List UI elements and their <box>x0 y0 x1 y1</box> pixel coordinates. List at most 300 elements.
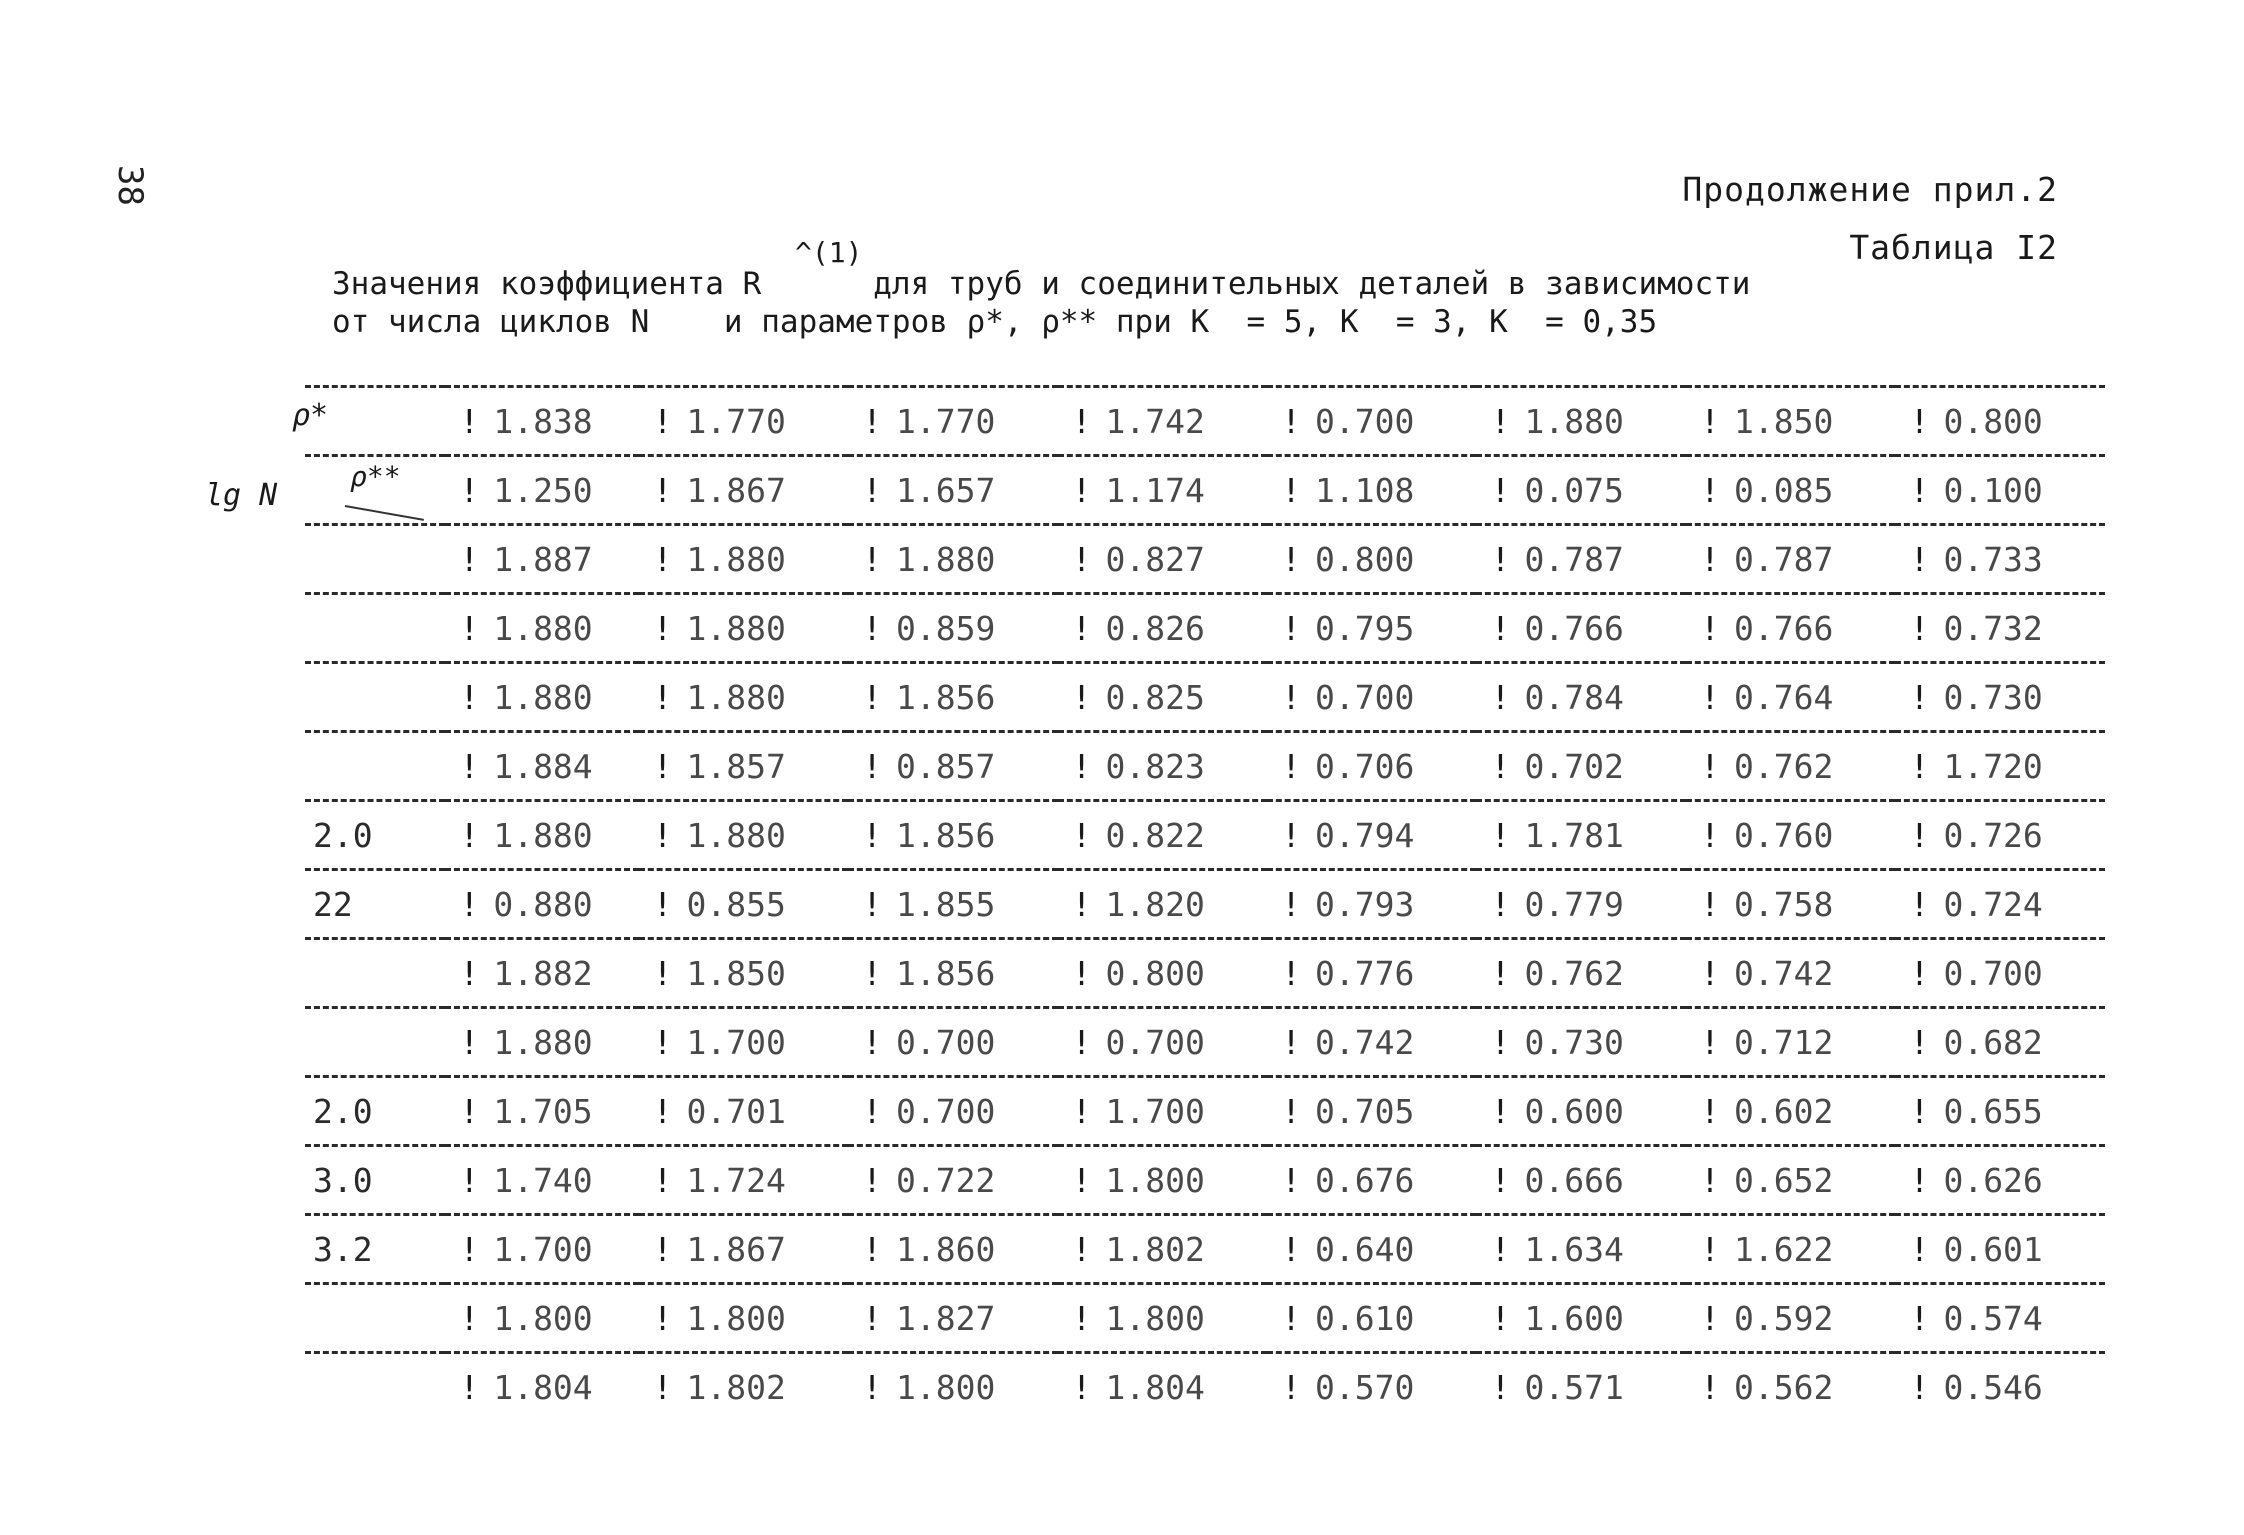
row-label <box>305 594 445 663</box>
cell-value: 0.640 <box>1315 1229 1415 1269</box>
cell-separator: ! <box>459 1160 480 1200</box>
cell-separator: ! <box>1071 953 1092 993</box>
cell-value: 0.779 <box>1524 884 1624 924</box>
cell-value: 1.857 <box>686 746 786 786</box>
cell-value: 1.820 <box>1105 884 1205 924</box>
table-cell <box>1267 939 1476 1008</box>
table-cell <box>1476 870 1685 939</box>
cell-separator: ! <box>862 1022 882 1062</box>
row-label <box>305 801 445 870</box>
table-cell <box>1686 1215 1895 1284</box>
cell-value: 0.726 <box>1943 815 2043 855</box>
cell-value: 0.626 <box>1943 1160 2043 1200</box>
cell-separator: ! <box>652 1160 673 1200</box>
cell-separator: ! <box>1490 1091 1511 1131</box>
cell-separator: ! <box>1281 470 1301 510</box>
cell-separator: ! <box>862 1298 882 1338</box>
cell-separator: ! <box>1700 884 1720 924</box>
table-cell <box>639 1215 848 1284</box>
table-cell <box>1686 939 1895 1008</box>
cell-separator: ! <box>1490 815 1511 855</box>
table-cell <box>445 663 638 732</box>
table-row <box>305 663 2105 732</box>
cell-separator: ! <box>1071 1091 1092 1131</box>
cell-value: 0.562 <box>1733 1367 1834 1407</box>
row-label-text: 3.2 <box>313 1229 373 1269</box>
cell-value: 1.700 <box>493 1229 593 1269</box>
continuation-label: Продолжение прил.2 <box>1682 170 2058 209</box>
cell-separator: ! <box>1909 1229 1930 1269</box>
cell-separator: ! <box>1071 1229 1092 1269</box>
cell-value: 0.700 <box>896 1022 996 1062</box>
table-cell <box>1476 1008 1685 1077</box>
cell-separator: ! <box>1909 884 1930 924</box>
cell-value: 0.100 <box>1943 470 2043 510</box>
cell-separator: ! <box>1490 539 1511 579</box>
table-cell <box>1058 663 1267 732</box>
table-cell <box>639 1146 848 1215</box>
table-row <box>305 732 2105 801</box>
cell-value: 1.804 <box>1105 1367 1205 1407</box>
table-cell <box>848 525 1057 594</box>
cell-separator: ! <box>1490 1367 1511 1407</box>
cell-value: 1.802 <box>686 1367 786 1407</box>
table-cell <box>1476 1215 1685 1284</box>
cell-value: 0.760 <box>1733 815 1834 855</box>
row-label <box>305 1008 445 1077</box>
cell-value: 1.804 <box>493 1367 593 1407</box>
cell-separator: ! <box>1700 539 1720 579</box>
cell-value: 0.722 <box>896 1160 996 1200</box>
cell-value: 0.793 <box>1315 884 1415 924</box>
cell-value: 0.706 <box>1315 746 1415 786</box>
cell-value: 0.700 <box>1315 677 1415 717</box>
table-cell <box>639 387 848 456</box>
cell-value: 0.682 <box>1943 1022 2043 1062</box>
cell-value: 1.856 <box>896 953 996 993</box>
table-cell <box>1895 1353 2105 1421</box>
cell-value: 0.880 <box>493 884 593 924</box>
coefficient-table <box>305 385 2105 1420</box>
cell-separator: ! <box>1281 1022 1301 1062</box>
table-cell <box>1058 1077 1267 1146</box>
cell-value: 1.740 <box>493 1160 593 1200</box>
table-cell <box>1476 594 1685 663</box>
cell-value: 0.702 <box>1524 746 1624 786</box>
table-cell <box>1895 456 2105 525</box>
cell-separator: ! <box>1071 746 1092 786</box>
caption-symbol: ^(1) <box>795 236 863 269</box>
table-row <box>305 1077 2105 1146</box>
cell-value: 1.800 <box>1105 1160 1205 1200</box>
row-label <box>305 1284 445 1353</box>
cell-value: 0.766 <box>1524 608 1624 648</box>
cell-value: 0.600 <box>1524 1091 1624 1131</box>
cell-separator: ! <box>652 953 673 993</box>
cell-separator: ! <box>1700 746 1720 786</box>
table-cell <box>1895 525 2105 594</box>
table-cell <box>1267 1077 1476 1146</box>
table-caption <box>332 265 1750 341</box>
cell-separator: ! <box>652 1091 673 1131</box>
table-cell <box>445 594 638 663</box>
cell-value: 1.880 <box>896 539 996 579</box>
table-cell <box>445 870 638 939</box>
table-cell <box>1267 1146 1476 1215</box>
table-cell <box>1267 1284 1476 1353</box>
cell-value: 1.108 <box>1315 470 1415 510</box>
cell-value: 0.857 <box>896 746 996 786</box>
table-cell <box>1267 456 1476 525</box>
table-cell <box>1895 870 2105 939</box>
cell-separator: ! <box>459 815 480 855</box>
cell-value: 0.825 <box>1105 677 1205 717</box>
row-label-text: 2.0 <box>313 815 373 855</box>
cell-value: 0.787 <box>1524 539 1624 579</box>
table-cell <box>848 801 1057 870</box>
cell-separator: ! <box>1700 815 1720 855</box>
cell-separator: ! <box>1071 1022 1092 1062</box>
cell-separator: ! <box>459 884 480 924</box>
cell-value: 1.867 <box>686 1229 786 1269</box>
table-cell <box>1476 1353 1685 1421</box>
cell-separator: ! <box>459 1229 480 1269</box>
cell-separator: ! <box>1490 884 1511 924</box>
cell-value: 0.700 <box>1315 401 1415 441</box>
cell-separator: ! <box>862 746 882 786</box>
cell-value: 1.880 <box>1524 401 1624 441</box>
table-cell <box>1267 732 1476 801</box>
table-cell <box>848 1146 1057 1215</box>
table-cell <box>1267 1353 1476 1421</box>
cell-value: 0.795 <box>1315 608 1415 648</box>
row-label <box>305 1077 445 1146</box>
cell-value: 1.880 <box>493 1022 593 1062</box>
table-cell <box>639 1353 848 1421</box>
stub-rho-star: ρ* <box>292 398 329 433</box>
cell-value: 1.880 <box>686 539 786 579</box>
cell-value: 1.880 <box>686 815 786 855</box>
cell-value: 0.655 <box>1943 1091 2043 1131</box>
table-cell <box>1895 1077 2105 1146</box>
table-cell <box>848 1215 1057 1284</box>
table-cell <box>1267 663 1476 732</box>
cell-value: 1.600 <box>1524 1298 1624 1338</box>
cell-value: 1.884 <box>493 746 593 786</box>
cell-separator: ! <box>459 539 480 579</box>
cell-value: 0.075 <box>1524 470 1624 510</box>
cell-value: 1.770 <box>686 401 786 441</box>
table-cell <box>1058 801 1267 870</box>
table-cell <box>445 1008 638 1077</box>
cell-separator: ! <box>1281 1367 1301 1407</box>
cell-value: 0.730 <box>1943 677 2043 717</box>
cell-separator: ! <box>1281 953 1301 993</box>
table-cell <box>639 1284 848 1353</box>
cell-value: 1.880 <box>493 815 593 855</box>
cell-separator: ! <box>1700 677 1720 717</box>
table-cell <box>445 732 638 801</box>
cell-value: 1.880 <box>686 608 786 648</box>
cell-value: 1.770 <box>896 401 996 441</box>
cell-separator: ! <box>652 401 673 441</box>
cell-separator: ! <box>652 1298 673 1338</box>
table-row <box>305 456 2105 525</box>
table-cell <box>1267 870 1476 939</box>
table-cell <box>445 1353 638 1421</box>
cell-separator: ! <box>652 1022 673 1062</box>
table-cell <box>1058 1146 1267 1215</box>
cell-value: 0.571 <box>1524 1367 1624 1407</box>
cell-separator: ! <box>862 470 882 510</box>
cell-separator: ! <box>1071 884 1092 924</box>
cell-separator: ! <box>1909 1091 1930 1131</box>
table-cell <box>1686 456 1895 525</box>
cell-separator: ! <box>1281 815 1301 855</box>
cell-separator: ! <box>1071 1367 1092 1407</box>
table-cell <box>639 663 848 732</box>
cell-value: 0.570 <box>1315 1367 1415 1407</box>
cell-value: 0.766 <box>1733 608 1834 648</box>
table-cell <box>1058 1215 1267 1284</box>
table-cell <box>848 1077 1057 1146</box>
cell-value: 0.574 <box>1943 1298 2043 1338</box>
cell-value: 0.823 <box>1105 746 1205 786</box>
table-cell <box>1267 801 1476 870</box>
cell-value: 0.794 <box>1315 815 1415 855</box>
row-label <box>305 1215 445 1284</box>
cell-value: 1.856 <box>896 677 996 717</box>
table-cell <box>1476 525 1685 594</box>
cell-value: 0.652 <box>1733 1160 1834 1200</box>
table-cell <box>1267 525 1476 594</box>
cell-separator: ! <box>1909 1298 1930 1338</box>
table-cell <box>1686 1008 1895 1077</box>
row-label-text: 3.0 <box>313 1160 373 1200</box>
table-cell <box>1476 1146 1685 1215</box>
table-cell <box>1895 1215 2105 1284</box>
cell-value: 0.787 <box>1733 539 1834 579</box>
cell-value: 1.867 <box>686 470 786 510</box>
cell-value: 1.657 <box>896 470 996 510</box>
table-cell <box>445 1077 638 1146</box>
cell-separator: ! <box>1490 953 1511 993</box>
row-label <box>305 1146 445 1215</box>
table-cell <box>848 663 1057 732</box>
cell-separator: ! <box>1071 539 1092 579</box>
table-cell <box>1058 456 1267 525</box>
cell-separator: ! <box>1909 608 1930 648</box>
table-cell <box>1895 1146 2105 1215</box>
cell-value: 1.720 <box>1943 746 2043 786</box>
cell-value: 0.859 <box>896 608 996 648</box>
cell-separator: ! <box>862 1091 882 1131</box>
cell-value: 0.700 <box>1105 1022 1205 1062</box>
cell-separator: ! <box>1490 1298 1511 1338</box>
cell-separator: ! <box>1071 677 1092 717</box>
cell-separator: ! <box>1700 1367 1720 1407</box>
cell-separator: ! <box>652 1229 673 1269</box>
cell-separator: ! <box>1281 1160 1301 1200</box>
table-cell <box>1476 1077 1685 1146</box>
table-row <box>305 1215 2105 1284</box>
cell-value: 0.762 <box>1733 746 1834 786</box>
table-cell <box>1895 387 2105 456</box>
cell-separator: ! <box>652 746 673 786</box>
cell-value: 0.700 <box>896 1091 996 1131</box>
cell-separator: ! <box>862 815 882 855</box>
cell-separator: ! <box>1071 1160 1092 1200</box>
cell-separator: ! <box>862 608 882 648</box>
table-cell <box>1686 1077 1895 1146</box>
stub-rho-double-star: ρ** <box>350 460 401 493</box>
cell-value: 1.855 <box>896 884 996 924</box>
cell-separator: ! <box>1700 1229 1720 1269</box>
table-row <box>305 387 2105 456</box>
cell-separator: ! <box>1071 608 1092 648</box>
table-cell <box>1476 939 1685 1008</box>
table-row <box>305 525 2105 594</box>
cell-separator: ! <box>652 815 673 855</box>
table-cell <box>445 939 638 1008</box>
cell-separator: ! <box>1700 1160 1720 1200</box>
row-label <box>305 1353 445 1421</box>
table-row <box>305 1353 2105 1421</box>
row-label <box>305 663 445 732</box>
cell-separator: ! <box>1700 1298 1720 1338</box>
table-cell <box>1895 801 2105 870</box>
cell-separator: ! <box>1490 746 1511 786</box>
page-number: 38 <box>110 165 150 206</box>
row-label <box>305 456 445 525</box>
table-cell <box>1895 663 2105 732</box>
cell-separator: ! <box>1700 1091 1720 1131</box>
table-cell <box>848 1008 1057 1077</box>
cell-separator: ! <box>459 953 480 993</box>
table-cell <box>639 1008 848 1077</box>
table-cell <box>1476 663 1685 732</box>
cell-separator: ! <box>1490 1160 1511 1200</box>
cell-separator: ! <box>1071 1298 1092 1338</box>
cell-separator: ! <box>1700 1022 1720 1062</box>
row-label <box>305 870 445 939</box>
table-row <box>305 1284 2105 1353</box>
cell-separator: ! <box>1700 401 1720 441</box>
cell-value: 0.827 <box>1105 539 1205 579</box>
cell-value: 1.882 <box>493 953 593 993</box>
cell-value: 1.800 <box>896 1367 996 1407</box>
cell-separator: ! <box>1281 1091 1301 1131</box>
table-cell <box>1895 1008 2105 1077</box>
table-cell <box>445 456 638 525</box>
row-label <box>305 525 445 594</box>
cell-value: 1.700 <box>686 1022 786 1062</box>
cell-separator: ! <box>1909 1160 1930 1200</box>
cell-value: 0.758 <box>1733 884 1834 924</box>
cell-separator: ! <box>862 884 882 924</box>
table-row <box>305 594 2105 663</box>
table-cell <box>1058 387 1267 456</box>
table-row <box>305 801 2105 870</box>
cell-value: 0.855 <box>686 884 786 924</box>
table-cell <box>1267 387 1476 456</box>
cell-separator: ! <box>652 608 673 648</box>
cell-value: 0.602 <box>1733 1091 1834 1131</box>
table-cell <box>639 525 848 594</box>
cell-value: 0.610 <box>1315 1298 1415 1338</box>
row-label <box>305 939 445 1008</box>
cell-separator: ! <box>1909 539 1930 579</box>
table-cell <box>1895 594 2105 663</box>
cell-separator: ! <box>652 1367 673 1407</box>
table-cell <box>1686 525 1895 594</box>
cell-separator: ! <box>862 953 882 993</box>
table-row <box>305 870 2105 939</box>
table-cell <box>1267 1215 1476 1284</box>
cell-separator: ! <box>1700 953 1720 993</box>
cell-value: 1.634 <box>1524 1229 1624 1269</box>
table-cell <box>639 1077 848 1146</box>
cell-separator: ! <box>1490 677 1511 717</box>
cell-value: 0.800 <box>1315 539 1415 579</box>
table-row <box>305 1008 2105 1077</box>
cell-separator: ! <box>862 539 882 579</box>
cell-separator: ! <box>1281 677 1301 717</box>
cell-value: 0.601 <box>1943 1229 2043 1269</box>
row-label-text: 2.0 <box>313 1091 373 1131</box>
cell-value: 1.800 <box>493 1298 593 1338</box>
cell-value: 1.827 <box>896 1298 996 1338</box>
cell-value: 0.546 <box>1943 1367 2043 1407</box>
cell-value: 0.822 <box>1105 815 1205 855</box>
table-cell <box>639 456 848 525</box>
cell-separator: ! <box>1909 1022 1930 1062</box>
table-cell <box>1686 732 1895 801</box>
table-cell <box>848 870 1057 939</box>
cell-separator: ! <box>1909 1367 1930 1407</box>
cell-separator: ! <box>1281 1229 1301 1269</box>
cell-value: 0.592 <box>1733 1298 1834 1338</box>
cell-value: 1.887 <box>493 539 593 579</box>
cell-separator: ! <box>1281 1298 1301 1338</box>
cell-separator: ! <box>1909 815 1930 855</box>
cell-value: 1.880 <box>493 608 593 648</box>
table-cell <box>445 1284 638 1353</box>
table-cell <box>445 387 638 456</box>
cell-separator: ! <box>459 1022 480 1062</box>
table-cell <box>848 939 1057 1008</box>
cell-value: 0.676 <box>1315 1160 1415 1200</box>
table-cell <box>1267 594 1476 663</box>
cell-separator: ! <box>862 1367 882 1407</box>
cell-value: 0.826 <box>1105 608 1205 648</box>
cell-value: 1.860 <box>896 1229 996 1269</box>
row-label <box>305 732 445 801</box>
cell-value: 1.800 <box>1105 1298 1205 1338</box>
cell-separator: ! <box>459 401 480 441</box>
table-cell <box>1686 1353 1895 1421</box>
cell-separator: ! <box>1490 1229 1511 1269</box>
cell-separator: ! <box>1281 401 1301 441</box>
cell-value: 1.838 <box>493 401 593 441</box>
cell-separator: ! <box>862 401 882 441</box>
cell-value: 0.764 <box>1733 677 1834 717</box>
table-cell <box>1058 1353 1267 1421</box>
table-cell <box>1686 663 1895 732</box>
cell-separator: ! <box>652 884 673 924</box>
table-cell <box>1686 594 1895 663</box>
cell-separator: ! <box>459 1367 480 1407</box>
